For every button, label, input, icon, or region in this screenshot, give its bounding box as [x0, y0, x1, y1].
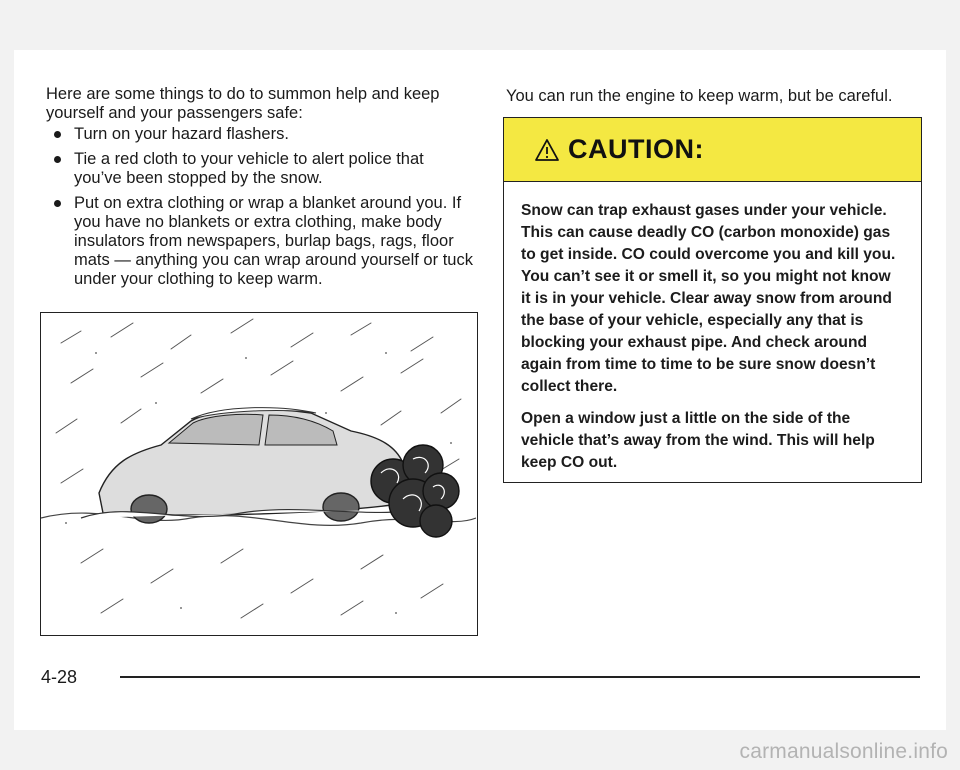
caution-box: [503, 117, 922, 483]
warning-triangle-icon: [534, 138, 560, 162]
engine-warning-intro: You can run the engine to keep warm, but be careful.: [506, 87, 893, 105]
safety-bullet-list: [46, 125, 476, 295]
bullet-dot: [54, 156, 61, 163]
bullet-dot: [54, 131, 61, 138]
bullet-dot: [54, 200, 61, 207]
car-in-snow-drawing: [41, 313, 476, 634]
bullet-item: Put on extra clothing or wrap a blanket around you. If you have no blankets or extra clothing, make body insulators from newspapers, burlap bags, rags, floor mats — anything you can wrap around yourself or tuck under your clothing to keep warm.: [46, 194, 476, 289]
intro-paragraph: Here are some things to do to summon help and keep yourself and your passengers safe:: [46, 85, 440, 122]
footer-divider: [120, 676, 920, 678]
caution-paragraph: Open a window just a little on the side of the vehicle that’s away from the wind. This will help keep CO out.: [521, 410, 875, 471]
caution-header: [504, 118, 921, 182]
bullet-item: Turn on your hazard flashers.: [46, 125, 476, 144]
bullet-item: Tie a red cloth to your vehicle to alert police that you’ve been stopped by the snow.: [46, 150, 476, 188]
caution-paragraph: Snow can trap exhaust gases under your vehicle. This can cause deadly CO (carbon monoxide) gas to get inside. CO could overcome you and kill you. You can’t see it or smell it, so you might not know it is in your vehicle. Clear away snow from around the base of your vehicle, especially any that is blocking your exhaust pipe. And check around again from time to time to be sure snow doesn’t collect there.: [521, 202, 896, 395]
page-number: 4-28: [41, 667, 78, 687]
caution-title: CAUTION:: [568, 134, 704, 164]
site-watermark: carmanualsonline.info: [739, 740, 948, 763]
caution-body: [504, 182, 921, 474]
snowbound-car-illustration: [40, 312, 478, 636]
